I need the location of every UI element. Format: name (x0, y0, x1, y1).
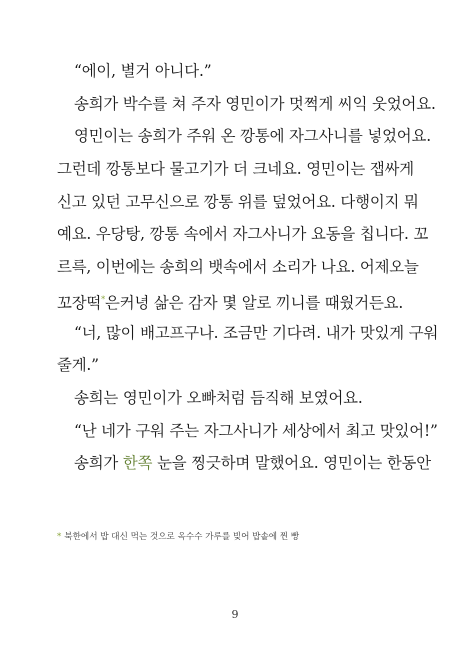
text-run: 눈을 찡긋하며 말했어요. 영민이는 한동안 (152, 454, 431, 473)
footnote-marker: * (57, 532, 62, 542)
text-line (57, 382, 437, 415)
text-line (57, 88, 437, 121)
text-run: 송희가 (74, 454, 123, 473)
text-line (57, 415, 437, 448)
text-line (57, 317, 437, 350)
story-body (57, 55, 437, 480)
highlighted-word: 한쪽 (122, 454, 153, 473)
text-run: 송희는 영민이가 오빠처럼 듬직해 보였어요. (74, 388, 363, 407)
text-line (57, 120, 437, 153)
text-run: 꼬장떡 (57, 293, 102, 312)
text-run: “너, 많이 배고프구나. 조금만 기다려. 내가 맛있게 구워 (74, 323, 439, 342)
text-line (57, 447, 437, 480)
footnote (57, 530, 299, 542)
text-line (57, 186, 437, 219)
text-line (57, 251, 437, 284)
page-number: 9 (231, 608, 239, 621)
text-line (57, 55, 437, 88)
text-run: 그런데 깡통보다 물고기가 더 크네요. 영민이는 잽싸게 (57, 160, 414, 179)
text-run: “에이, 별거 아니다.” (74, 62, 212, 80)
text-run: 영민이는 송희가 주워 온 깡통에 자그사니를 넣었어요. (74, 127, 431, 146)
text-run: 송희가 박수를 쳐 주자 영민이가 멋쩍게 씨익 웃었어요. (74, 94, 436, 113)
text-line (57, 153, 437, 186)
text-line (57, 218, 437, 251)
footnote-text: 북한에서 밥 대신 먹는 것으로 옥수수 가루를 빚어 밥솥에 찐 빵 (64, 532, 300, 542)
footnote-reference: * (101, 294, 106, 304)
text-line (57, 349, 437, 382)
text-run: 은커녕 삶은 감자 몇 알로 끼니를 때웠거든요. (105, 293, 404, 312)
text-run: 예요. 우당탕, 깡통 속에서 자그사니가 요동을 칩니다. 꼬 (57, 225, 429, 244)
text-run: “난 네가 구워 주는 자그사니가 세상에서 최고 맛있어!” (74, 421, 438, 440)
text-run: 르륵, 이번에는 송희의 뱃속에서 소리가 나요. 어제오늘 (57, 258, 419, 277)
text-line (57, 284, 437, 317)
text-run: 신고 있던 고무신으로 깡통 위를 덮었어요. 다행이지 뭐 (57, 192, 419, 211)
text-run: 줄게.” (57, 356, 99, 375)
